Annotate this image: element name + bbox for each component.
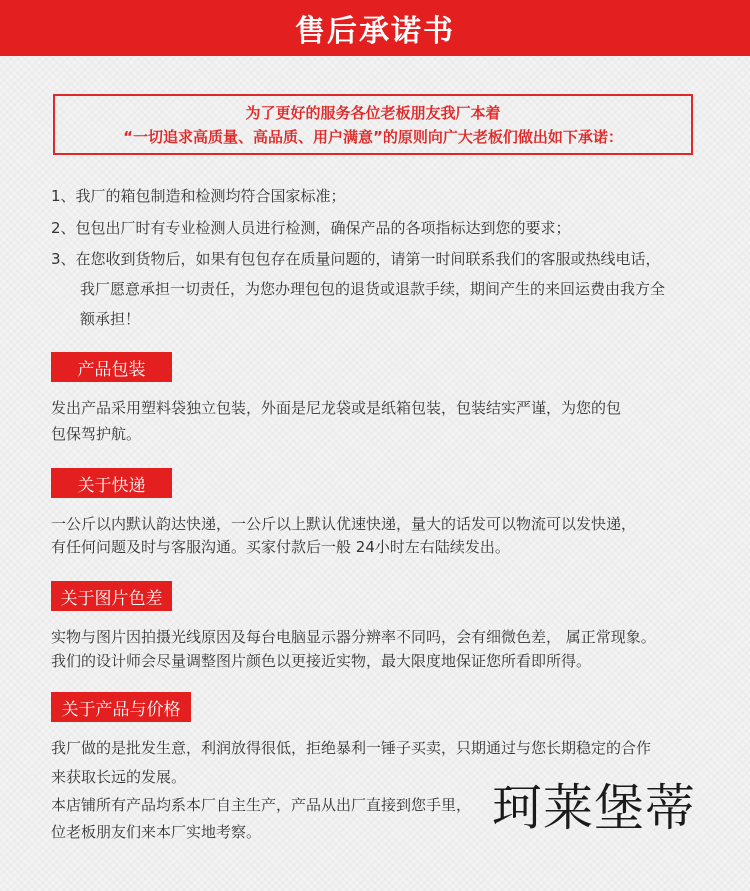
promise-item-2: 2、包包出厂时有专业检测人员进行检测，确保产品的各项指标达到您的要求；	[51, 219, 571, 237]
section-tag-express: 关于快递	[51, 468, 172, 498]
packaging-text-line-2: 包保驾护航。	[51, 425, 142, 443]
promise-item-3-line-2: 我厂愿意承担一切责任，为您办理包包的退货或退款手续，期间产生的来回运费由我方全	[80, 280, 666, 298]
promise-item-3-line-3: 额承担！	[80, 310, 141, 328]
promise-intro-box	[53, 94, 693, 155]
section-tag-packaging: 产品包装	[51, 352, 172, 382]
price-text-line-1: 我厂做的是批发生意，利润放得很低，拒绝暴利一锤子买卖，只期通过与您长期稳定的合作	[51, 739, 652, 757]
express-text-line-1: 一公斤以内默认韵达快递，一公斤以上默认优速快递，量大的话发可以物流可以发快递，	[51, 515, 637, 533]
intro-line-1: 为了更好的服务各位老板朋友我厂本着	[245, 103, 501, 122]
section-tag-price: 关于产品与价格	[51, 692, 191, 722]
promise-item-3-line-1: 3、在您收到货物后，如果有包包存在质量问题的，请第一时间联系我们的客服或热线电话，	[51, 250, 661, 268]
intro-line-2: “一切追求高质量、高品质、用户满意”的原则向广大老板们做出如下承诺：	[123, 127, 623, 146]
color-text-line-2: 我们的设计师会尽量调整图片颜色以更接近实物，最大限度地保证您所看即所得。	[51, 652, 592, 670]
price-text-line-2: 来获取长远的发展。	[51, 768, 187, 786]
promise-item-1: 1、我厂的箱包制造和检测均符合国家标准；	[51, 187, 346, 205]
express-text-line-2: 有任何问题及时与客服沟通。买家付款后一般 24小时左右陆续发出。	[51, 538, 510, 556]
price-text-line-3: 本店铺所有产品均系本厂自主生产，产品从出厂直接到您手里，	[51, 796, 472, 814]
page-title: 售后承诺书	[0, 0, 750, 56]
brand-watermark: 珂莱堡蒂	[492, 779, 696, 837]
packaging-text-line-1: 发出产品采用塑料袋独立包装，外面是尼龙袋或是纸箱包装，包装结实严谨，为您的包	[51, 399, 622, 417]
color-text-line-1: 实物与图片因拍摄光线原因及每台电脑显示器分辨率不同吗，会有细微色差， 属正常现象。	[51, 628, 656, 646]
price-text-line-4: 位老板朋友们来本厂实地考察。	[51, 823, 262, 841]
section-tag-color-difference: 关于图片色差	[51, 581, 172, 611]
